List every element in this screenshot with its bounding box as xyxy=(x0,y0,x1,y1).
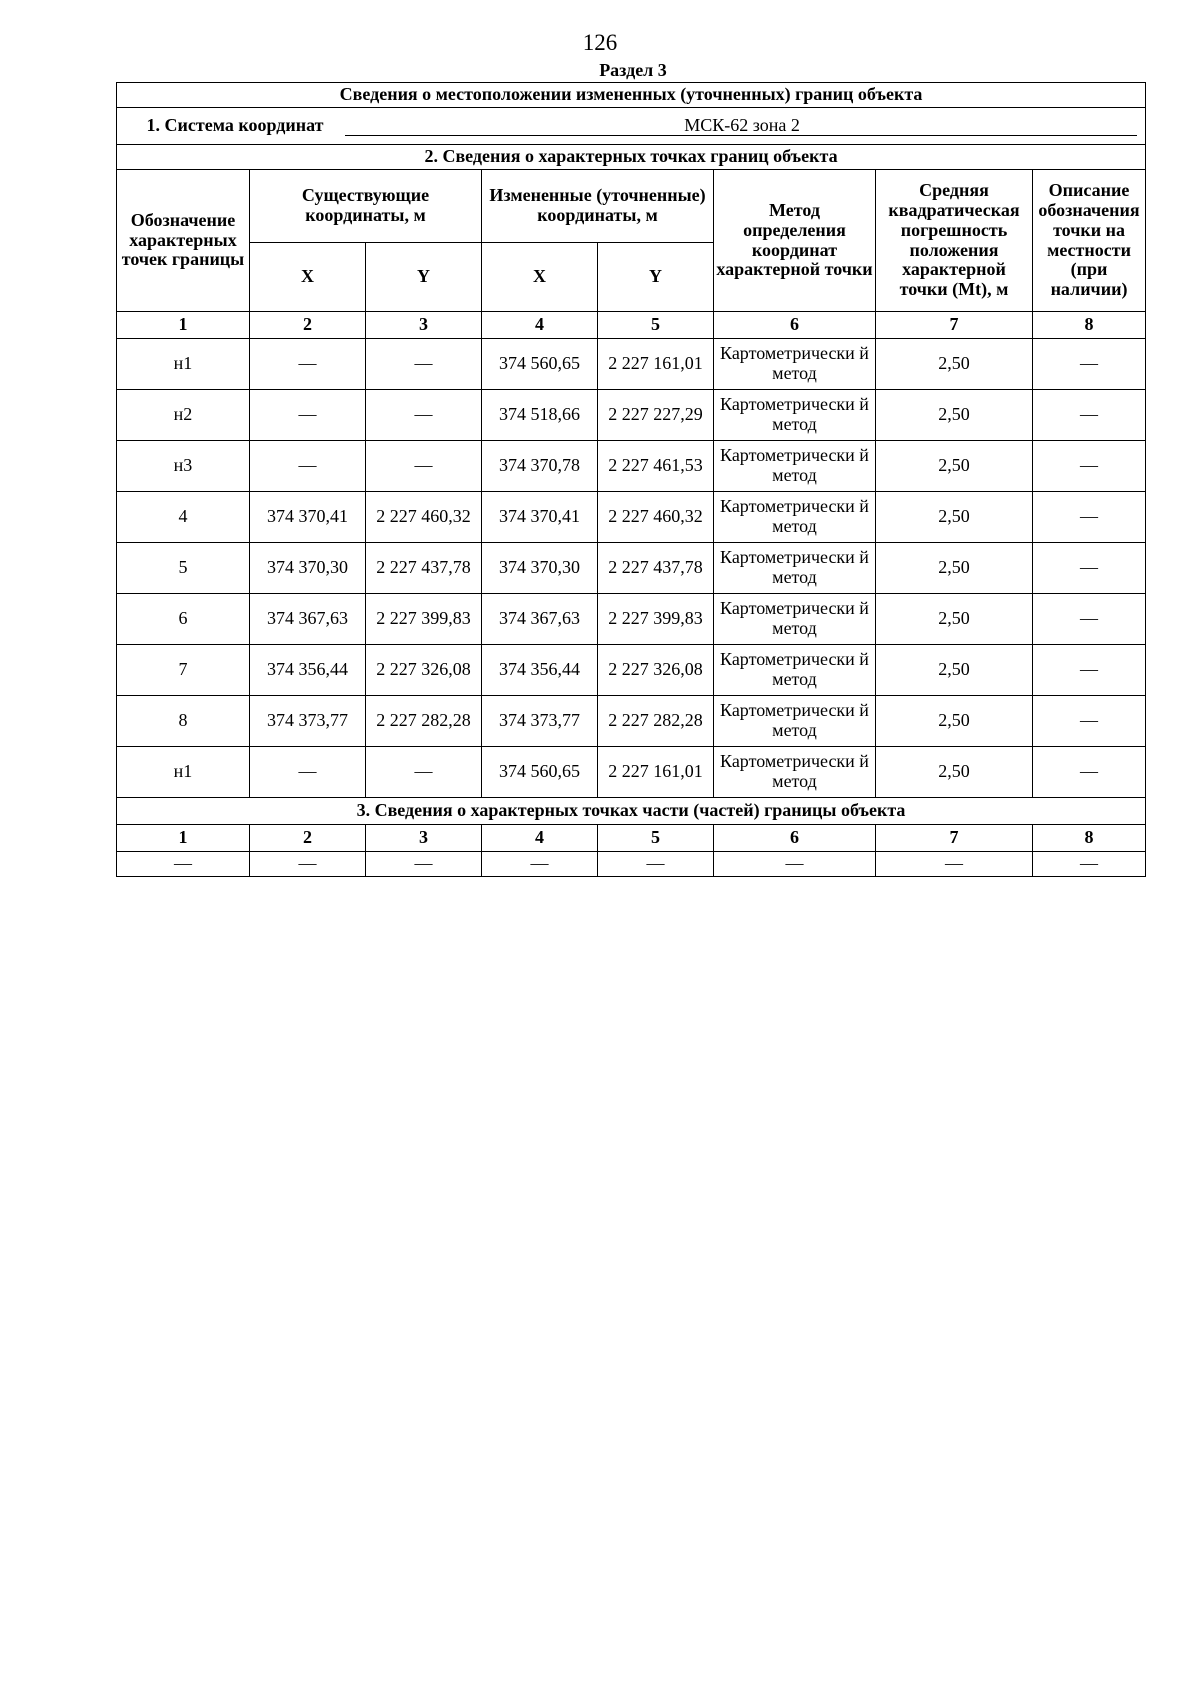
column-numbers-row xyxy=(117,312,1146,339)
header-existing-x: X xyxy=(250,243,366,312)
existing-y: 2 227 437,78 xyxy=(366,543,482,594)
header-changed-coords: Измененные (уточненные) координаты, м xyxy=(482,170,714,243)
point-designation: 8 xyxy=(117,696,250,747)
description: — xyxy=(1033,594,1146,645)
error-mt: 2,50 xyxy=(876,747,1033,798)
existing-x: 374 356,44 xyxy=(250,645,366,696)
description: — xyxy=(1033,747,1146,798)
part-column-number: 4 xyxy=(482,825,598,852)
existing-x: 374 373,77 xyxy=(250,696,366,747)
coord-system-value: МСК-62 зона 2 xyxy=(345,116,1137,137)
changed-y: 2 227 161,01 xyxy=(598,339,714,390)
table-row xyxy=(117,594,1146,645)
method: Картометрически й метод xyxy=(714,390,876,441)
existing-y: 2 227 282,28 xyxy=(366,696,482,747)
table-row xyxy=(117,492,1146,543)
changed-y: 2 227 161,01 xyxy=(598,747,714,798)
changed-y: 2 227 326,08 xyxy=(598,645,714,696)
changed-x: 374 560,65 xyxy=(482,747,598,798)
table-row xyxy=(117,696,1146,747)
error-mt: 2,50 xyxy=(876,696,1033,747)
part-cell: — xyxy=(250,852,366,877)
changed-y: 2 227 460,32 xyxy=(598,492,714,543)
existing-y: — xyxy=(366,747,482,798)
boundary-points-table xyxy=(116,82,1146,877)
part-cell: — xyxy=(366,852,482,877)
part-cell: — xyxy=(117,852,250,877)
point-designation: н1 xyxy=(117,747,250,798)
method: Картометрически й метод xyxy=(714,747,876,798)
subsection3-title: 3. Сведения о характерных точках части (частей) границы объекта xyxy=(117,798,1146,825)
column-number: 5 xyxy=(598,312,714,339)
error-mt: 2,50 xyxy=(876,543,1033,594)
method: Картометрически й метод xyxy=(714,696,876,747)
header-description: Описание обозначения точки на местности (при наличии) xyxy=(1033,170,1146,312)
part-cell: — xyxy=(1033,852,1146,877)
existing-x: — xyxy=(250,747,366,798)
part-column-number: 7 xyxy=(876,825,1033,852)
error-mt: 2,50 xyxy=(876,492,1033,543)
existing-x: 374 367,63 xyxy=(250,594,366,645)
section-heading: Раздел 3 xyxy=(599,60,667,80)
point-designation: 7 xyxy=(117,645,250,696)
part-column-number: 2 xyxy=(250,825,366,852)
changed-x: 374 370,78 xyxy=(482,441,598,492)
column-number: 7 xyxy=(876,312,1033,339)
point-designation: н3 xyxy=(117,441,250,492)
part-column-number: 3 xyxy=(366,825,482,852)
part-column-number: 8 xyxy=(1033,825,1146,852)
method: Картометрически й метод xyxy=(714,543,876,594)
table-row xyxy=(117,645,1146,696)
changed-x: 374 356,44 xyxy=(482,645,598,696)
table-row xyxy=(117,747,1146,798)
table-row xyxy=(117,339,1146,390)
changed-x: 374 370,41 xyxy=(482,492,598,543)
column-number: 8 xyxy=(1033,312,1146,339)
header-changed-x: X xyxy=(482,243,598,312)
method: Картометрически й метод xyxy=(714,594,876,645)
changed-y: 2 227 227,29 xyxy=(598,390,714,441)
method: Картометрически й метод xyxy=(714,339,876,390)
error-mt: 2,50 xyxy=(876,441,1033,492)
description: — xyxy=(1033,696,1146,747)
table-title: Сведения о местоположении измененных (уточненных) границ объекта xyxy=(117,83,1146,108)
header-existing-y: Y xyxy=(366,243,482,312)
header-method: Метод определения координат характерной точки xyxy=(714,170,876,312)
changed-y: 2 227 399,83 xyxy=(598,594,714,645)
changed-y: 2 227 437,78 xyxy=(598,543,714,594)
part-cell: — xyxy=(482,852,598,877)
header-existing-coords: Существующие координаты, м xyxy=(250,170,482,243)
point-designation: 6 xyxy=(117,594,250,645)
coord-system-cell xyxy=(117,108,1146,145)
page-number: 126 xyxy=(582,30,618,55)
column-number: 3 xyxy=(366,312,482,339)
existing-x: — xyxy=(250,390,366,441)
column-number: 2 xyxy=(250,312,366,339)
existing-y: — xyxy=(366,339,482,390)
point-designation: н1 xyxy=(117,339,250,390)
existing-y: — xyxy=(366,390,482,441)
column-number: 1 xyxy=(117,312,250,339)
existing-y: 2 227 460,32 xyxy=(366,492,482,543)
part-cell: — xyxy=(714,852,876,877)
changed-y: 2 227 461,53 xyxy=(598,441,714,492)
existing-y: 2 227 326,08 xyxy=(366,645,482,696)
description: — xyxy=(1033,543,1146,594)
description: — xyxy=(1033,441,1146,492)
description: — xyxy=(1033,339,1146,390)
point-designation: 4 xyxy=(117,492,250,543)
existing-x: 374 370,30 xyxy=(250,543,366,594)
header-error: Средняя квадратическая погрешность положения характерной точки (Mt), м xyxy=(876,170,1033,312)
existing-x: 374 370,41 xyxy=(250,492,366,543)
changed-x: 374 373,77 xyxy=(482,696,598,747)
part-cell: — xyxy=(876,852,1033,877)
changed-x: 374 367,63 xyxy=(482,594,598,645)
description: — xyxy=(1033,492,1146,543)
point-designation: 5 xyxy=(117,543,250,594)
changed-x: 374 518,66 xyxy=(482,390,598,441)
error-mt: 2,50 xyxy=(876,339,1033,390)
method: Картометрически й метод xyxy=(714,441,876,492)
existing-x: — xyxy=(250,441,366,492)
part-cell: — xyxy=(598,852,714,877)
subsection2-title: 2. Сведения о характерных точках границ объекта xyxy=(117,145,1146,170)
changed-x: 374 560,65 xyxy=(482,339,598,390)
existing-y: 2 227 399,83 xyxy=(366,594,482,645)
changed-x: 374 370,30 xyxy=(482,543,598,594)
description: — xyxy=(1033,645,1146,696)
point-designation: н2 xyxy=(117,390,250,441)
part-column-numbers-row xyxy=(117,825,1146,852)
method: Картометрически й метод xyxy=(714,645,876,696)
changed-y: 2 227 282,28 xyxy=(598,696,714,747)
existing-y: — xyxy=(366,441,482,492)
description: — xyxy=(1033,390,1146,441)
error-mt: 2,50 xyxy=(876,594,1033,645)
existing-x: — xyxy=(250,339,366,390)
part-column-number: 1 xyxy=(117,825,250,852)
table-row xyxy=(117,390,1146,441)
table-row xyxy=(117,441,1146,492)
column-number: 4 xyxy=(482,312,598,339)
part-column-number: 5 xyxy=(598,825,714,852)
method: Картометрически й метод xyxy=(714,492,876,543)
column-number: 6 xyxy=(714,312,876,339)
error-mt: 2,50 xyxy=(876,390,1033,441)
header-changed-y: Y xyxy=(598,243,714,312)
error-mt: 2,50 xyxy=(876,645,1033,696)
part-table-row xyxy=(117,852,1146,877)
table-row xyxy=(117,543,1146,594)
part-column-number: 6 xyxy=(714,825,876,852)
coord-system-label: 1. Система координат xyxy=(146,114,324,135)
header-designation: Обозначение характерных точек границы xyxy=(117,170,250,312)
